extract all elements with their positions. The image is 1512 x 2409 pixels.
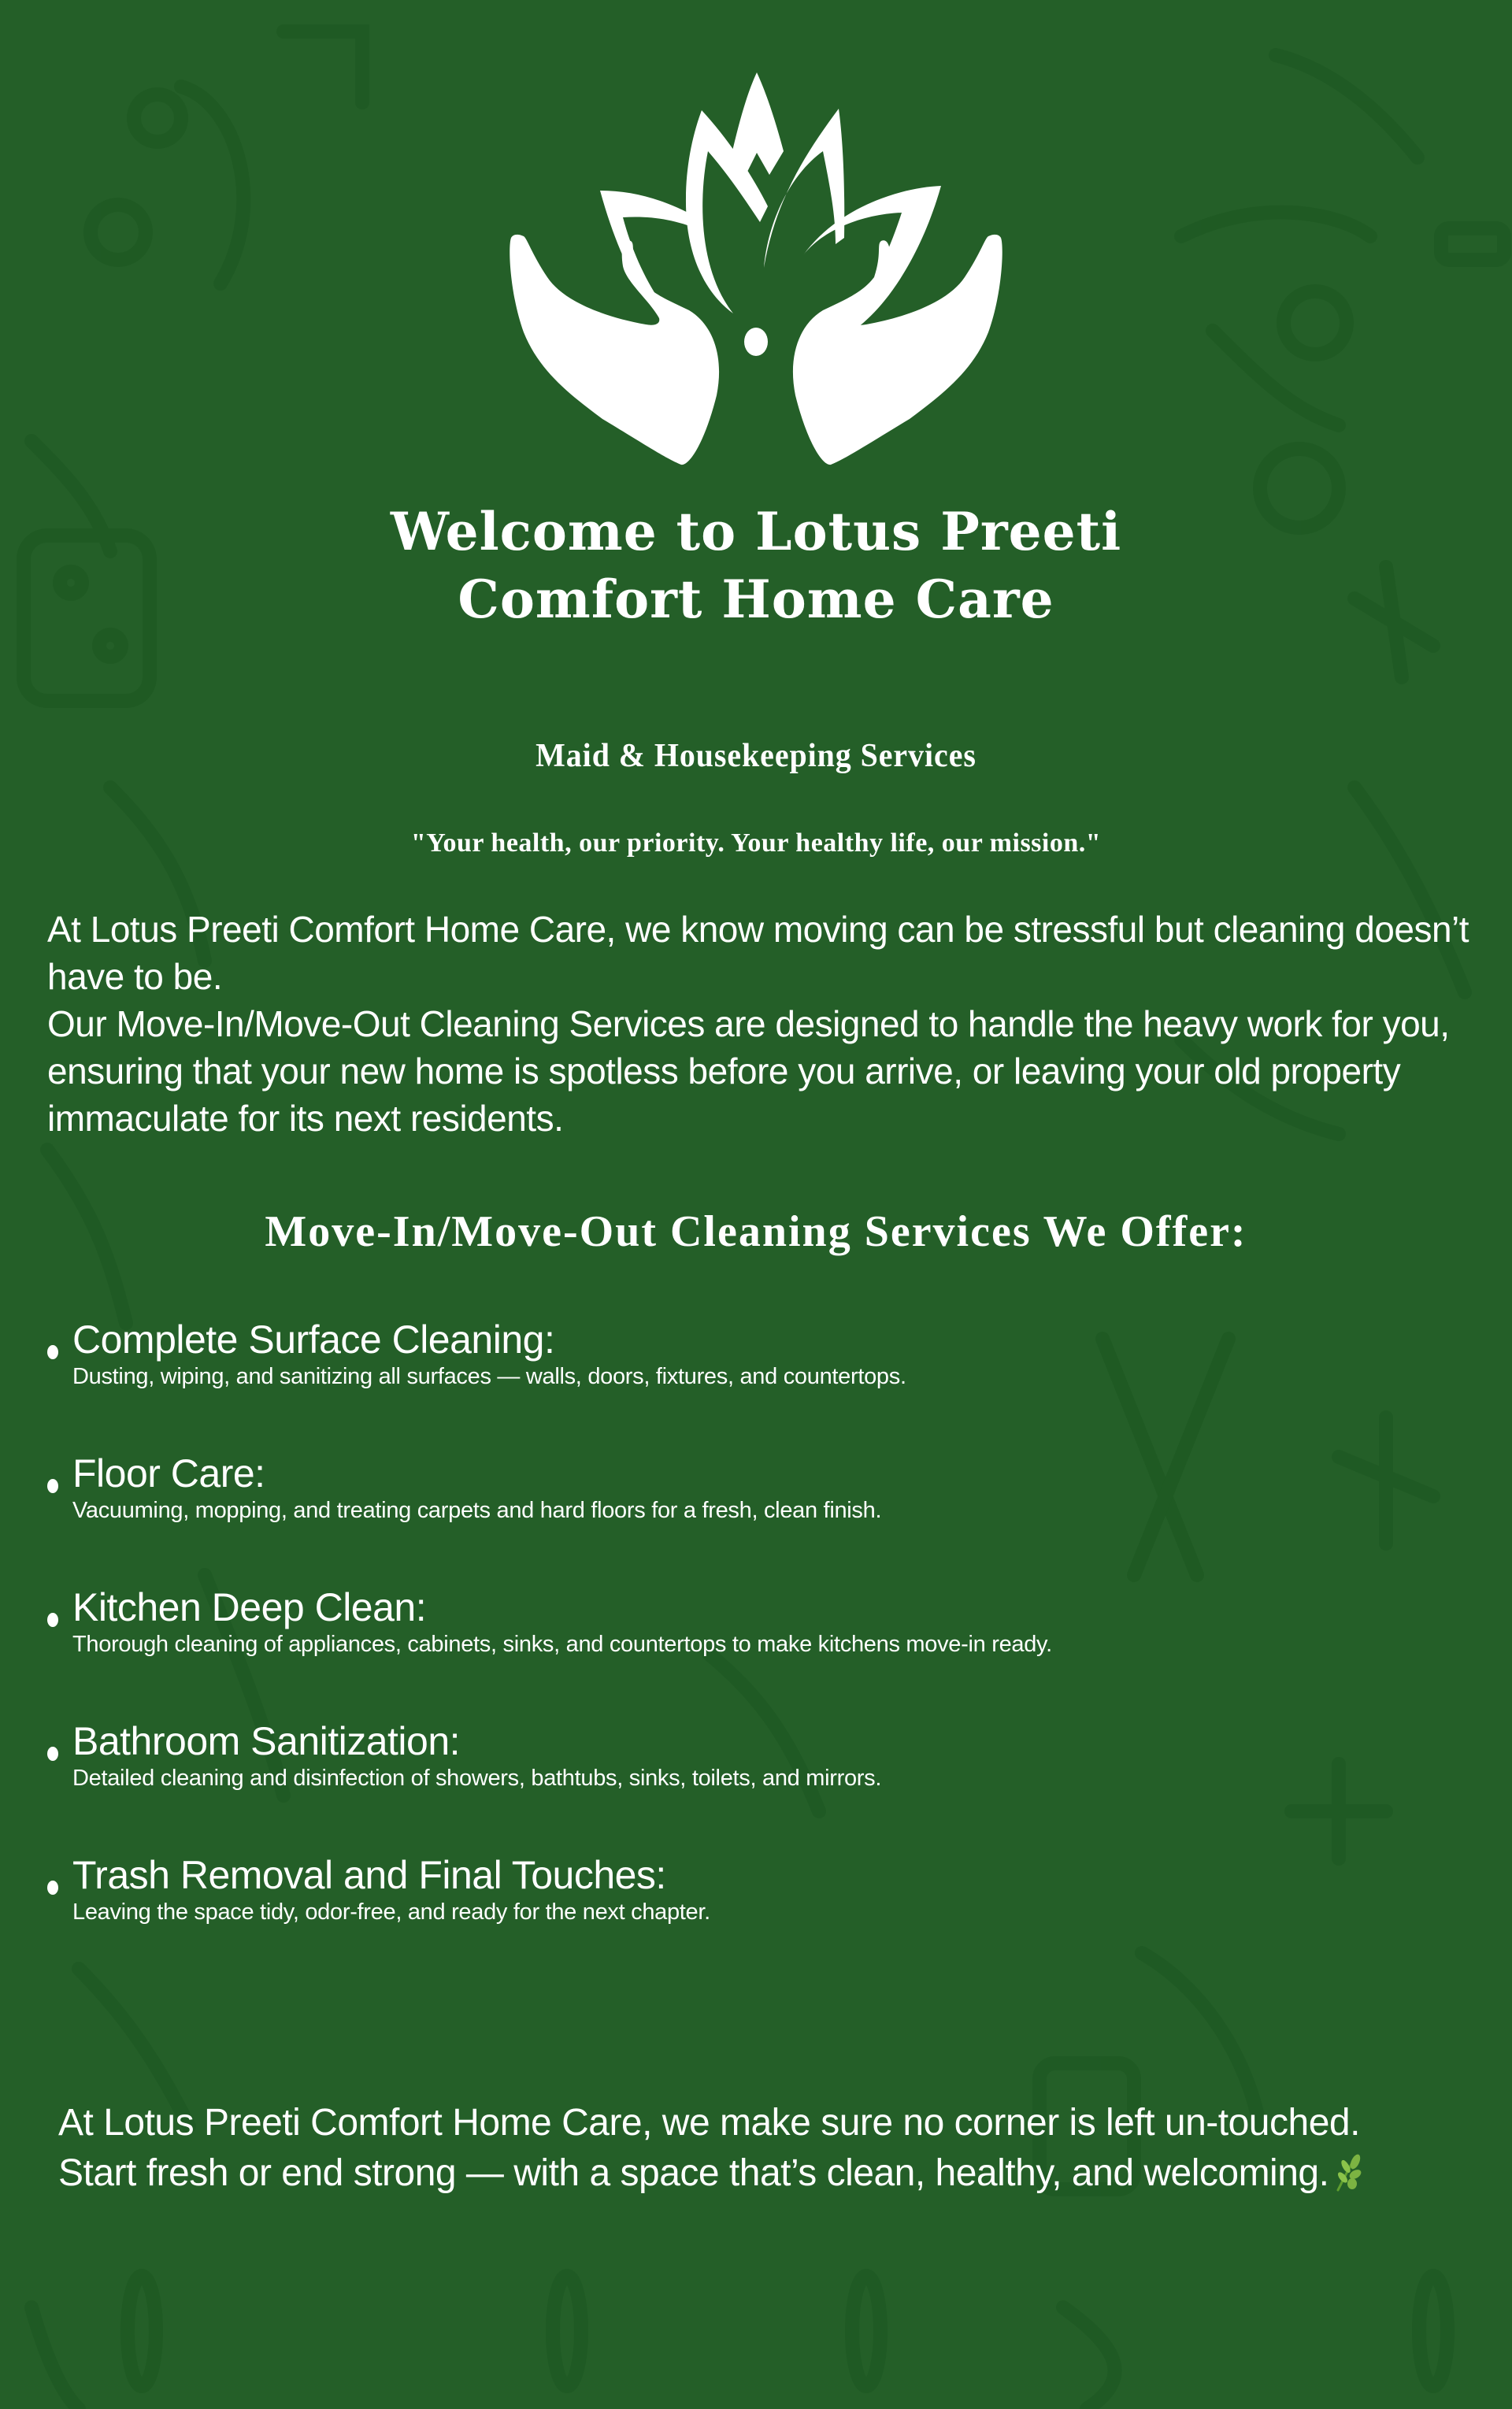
services-heading: Move-In/Move-Out Cleaning Services We Offer: [265, 1207, 1247, 1256]
service-title: Bathroom Sanitization: [72, 1719, 461, 1763]
bullet-icon [47, 1747, 58, 1761]
bullet-icon [47, 1345, 58, 1359]
service-item [44, 1317, 1462, 1451]
service-description: Dusting, wiping, and sanitizing all surfaces — walls, doors, fixtures, and countertops. [72, 1364, 906, 1389]
service-item [44, 1718, 1462, 1852]
bullet-icon [47, 1881, 58, 1895]
service-title: Trash Removal and Final Touches: [72, 1853, 666, 1897]
lotus-hands-logo-icon [492, 65, 1020, 466]
tagline-quote: "Your health, our priority. Your healthy life, our mission." [410, 828, 1102, 858]
intro-paragraph-2: Our Move-In/Move-Out Cleaning Services are designed to handle the heavy work for you, ensuring that your new home is spotless before you arrive, or leaving your old property immaculate for its next residents. [47, 1003, 1450, 1139]
service-item [44, 1852, 1462, 1986]
closing-line-2 [58, 2148, 1444, 2199]
intro-text [47, 906, 1488, 1142]
service-description: Vacuuming, mopping, and treating carpets and hard floors for a fresh, clean finish. [72, 1498, 882, 1523]
service-item [44, 1584, 1462, 1718]
service-item [44, 1451, 1462, 1584]
intro-paragraph-1: At Lotus Preeti Comfort Home Care, we know moving can be stressful but cleaning doesn’t have to be. [47, 909, 1469, 997]
service-category-subtitle: Maid & Housekeeping Services [536, 738, 976, 774]
service-title: Complete Surface Cleaning: [72, 1318, 555, 1362]
services-list [44, 1317, 1462, 1986]
title-line-2: Comfort Home Care [458, 569, 1054, 630]
service-description: Thorough cleaning of appliances, cabinets, sinks, and countertops to make kitchens move-in ready. [72, 1632, 1052, 1657]
title-line-1: Welcome to Lotus Preeti [390, 501, 1122, 562]
closing-line-2-text: Start fresh or end strong — with a space that’s clean, healthy, and welcoming. [58, 2152, 1329, 2194]
herb-leaf-icon [1332, 2154, 1363, 2192]
closing-text [58, 2098, 1444, 2199]
bullet-icon [47, 1613, 58, 1627]
service-title: Kitchen Deep Clean: [72, 1585, 427, 1629]
service-description: Detailed cleaning and disinfection of showers, bathtubs, sinks, toilets, and mirrors. [72, 1766, 882, 1791]
page-title [0, 498, 1512, 633]
service-title: Floor Care: [72, 1451, 265, 1495]
closing-line-1: At Lotus Preeti Comfort Home Care, we make sure no corner is left un-touched. [58, 2102, 1360, 2144]
bullet-icon [47, 1479, 58, 1493]
service-description: Leaving the space tidy, odor-free, and ready for the next chapter. [72, 1899, 710, 1925]
